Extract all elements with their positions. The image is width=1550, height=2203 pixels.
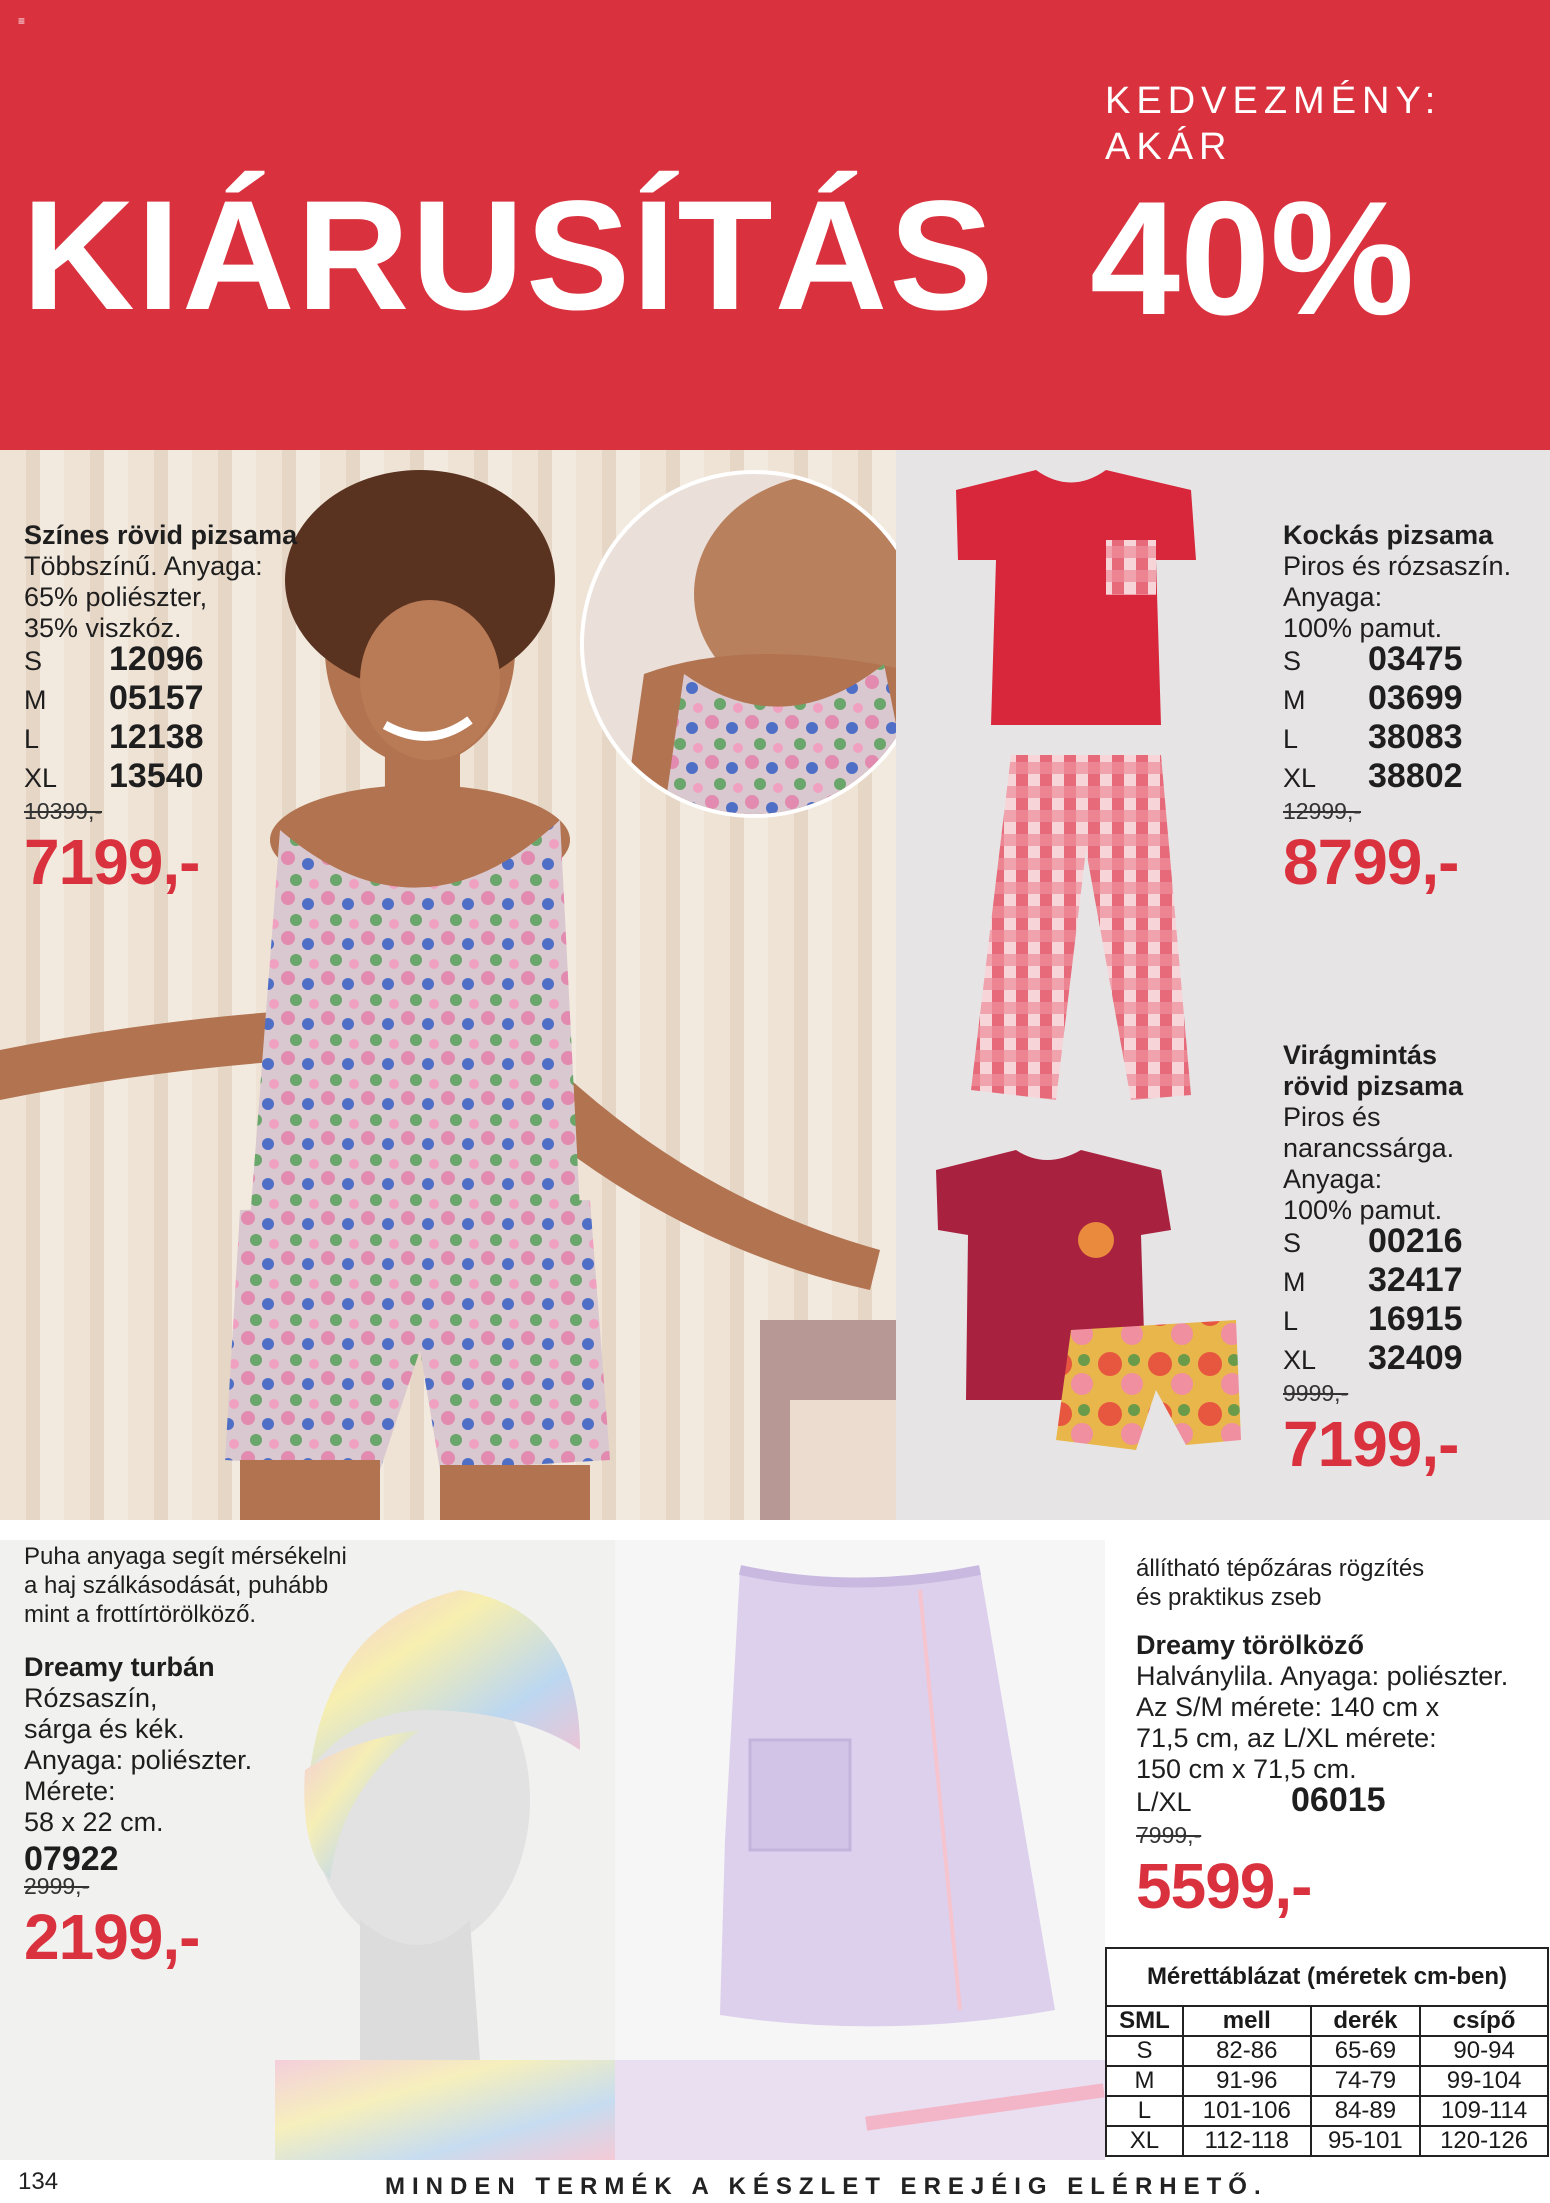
- sale-headline: KIÁRUSÍTÁS: [22, 169, 996, 343]
- product-code: 12138: [109, 718, 204, 756]
- sale-price: 8799,-: [1283, 826, 1459, 898]
- product-desc-line: 150 cm x 71,5 cm.: [1136, 1754, 1357, 1784]
- product-desc-line: Anyaga: poliészter.: [24, 1745, 253, 1775]
- table-cell: S: [1106, 2036, 1183, 2066]
- size-label: S: [1283, 1228, 1302, 1258]
- table-cell: 95-101: [1311, 2126, 1421, 2156]
- table-cell: 109-114: [1420, 2096, 1548, 2126]
- size-row: [24, 757, 297, 800]
- sale-banner: [0, 0, 1550, 450]
- turban-intro: [24, 1542, 347, 1629]
- pajama-illustrations: [896, 450, 1296, 1520]
- product-title: Kockás pizsama: [1283, 520, 1494, 550]
- product-code: 03475: [1368, 640, 1463, 678]
- sale-price: 2199,-: [24, 1901, 200, 1973]
- sale-price: 7199,-: [1283, 1408, 1459, 1480]
- size-label: L: [1283, 1306, 1299, 1336]
- product-desc-line: 65% poliészter,: [24, 582, 208, 612]
- size-chart-table: [1105, 1947, 1549, 2157]
- column-header: csípő: [1420, 2006, 1548, 2036]
- table-cell: 84-89: [1311, 2096, 1421, 2126]
- product-desc-line: 71,5 cm, az L/XL mérete:: [1136, 1723, 1437, 1753]
- size-row: [1136, 1781, 1508, 1824]
- size-row: [1283, 1222, 1463, 1265]
- column-header: derék: [1311, 2006, 1421, 2036]
- product-code: 38083: [1368, 718, 1463, 756]
- product-desc-line: Mérete:: [24, 1776, 116, 1806]
- product-code: 32417: [1368, 1261, 1463, 1299]
- availability-note: MINDEN TERMÉK A KÉSZLET EREJÉIG ELÉRHETŐ.: [385, 2173, 1268, 2200]
- table-cell: 101-106: [1183, 2096, 1311, 2126]
- size-row: [1283, 1300, 1463, 1343]
- table-header-row: [1106, 2006, 1548, 2036]
- towel-wrap-photo: [615, 1540, 1105, 2160]
- old-price: 7999,-: [1136, 1822, 1202, 1848]
- size-row: [1283, 757, 1511, 800]
- product-desc-line: 35% viszkóz.: [24, 613, 182, 643]
- table-cell: 82-86: [1183, 2036, 1311, 2066]
- product-desc-line: Piros és: [1283, 1102, 1381, 1132]
- size-row: [1283, 1261, 1463, 1304]
- size-row: [24, 679, 297, 722]
- size-label: M: [1283, 1267, 1306, 1297]
- turban-photo: [0, 1540, 615, 2160]
- intro-line: mint a frottírtörölköző.: [24, 1601, 257, 1628]
- table-row: [1106, 2096, 1548, 2126]
- size-label: M: [1283, 685, 1306, 715]
- colorful-pajama-info: [24, 520, 297, 897]
- size-row: [24, 718, 297, 761]
- size-row: [1283, 718, 1511, 761]
- discount-label-upto: AKÁR: [1105, 126, 1233, 168]
- product-desc-line: 58 x 22 cm.: [24, 1807, 164, 1837]
- table-cell: L: [1106, 2096, 1183, 2126]
- towel-intro: [1136, 1554, 1424, 1612]
- product-title: Színes rövid pizsama: [24, 520, 298, 550]
- product-desc-line: Anyaga:: [1283, 1164, 1383, 1194]
- table-row: [1106, 2036, 1548, 2066]
- product-code: 13540: [109, 757, 204, 795]
- table-cell: 91-96: [1183, 2066, 1311, 2096]
- size-label: XL: [24, 763, 58, 793]
- size-label: S: [24, 646, 43, 676]
- size-row: [24, 640, 297, 683]
- table-row: [1106, 2126, 1548, 2156]
- table-cell: 99-104: [1420, 2066, 1548, 2096]
- old-price: 10399,-: [24, 798, 103, 824]
- page-number: 134: [18, 2168, 59, 2195]
- towel-illustration: [615, 1540, 1105, 2160]
- table-cell: 120-126: [1420, 2126, 1548, 2156]
- product-code: 32409: [1368, 1339, 1463, 1377]
- table-title-row: [1106, 1948, 1548, 2006]
- product-desc-line: 100% pamut.: [1283, 1195, 1443, 1225]
- product-code: 05157: [109, 679, 204, 717]
- discount-value: 40%: [1090, 168, 1415, 349]
- size-label: L: [1283, 724, 1299, 754]
- product-desc-line: 100% pamut.: [1283, 613, 1443, 643]
- menu-mark: ≡: [18, 14, 26, 28]
- product-code: 00216: [1368, 1222, 1463, 1260]
- product-code: 12096: [109, 640, 204, 678]
- towel-info: [1136, 1630, 1508, 1921]
- shoulder-illustration: [584, 474, 896, 814]
- table-cell: XL: [1106, 2126, 1183, 2156]
- sale-price: 5599,-: [1136, 1850, 1312, 1922]
- product-title: rövid pizsama: [1283, 1071, 1464, 1101]
- floral-pajama-info: [1283, 1040, 1463, 1479]
- size-label: XL: [1283, 1345, 1317, 1375]
- product-title: Dreamy turbán: [24, 1652, 215, 1682]
- turban-info: [24, 1652, 252, 1972]
- product-desc-line: sárga és kék.: [24, 1714, 185, 1744]
- product-desc-line: Halványlila. Anyaga: poliészter.: [1136, 1661, 1509, 1691]
- product-title: Dreamy törölköző: [1136, 1630, 1365, 1660]
- size-label: L: [24, 724, 40, 754]
- table-title: Mérettáblázat (méretek cm-ben): [1106, 1948, 1548, 2006]
- product-code: 06015: [1291, 1781, 1386, 1819]
- product-code: 07922: [24, 1840, 119, 1878]
- sale-price: 7199,-: [24, 826, 200, 898]
- table-cell: 112-118: [1183, 2126, 1311, 2156]
- product-desc-line: Többszínű. Anyaga:: [24, 551, 263, 581]
- size-label: L/XL: [1136, 1787, 1192, 1817]
- product-code: 38802: [1368, 757, 1463, 795]
- column-header: SML: [1106, 2006, 1183, 2036]
- table-cell: 74-79: [1311, 2066, 1421, 2096]
- intro-line: a haj szálkásodását, puhább: [24, 1572, 329, 1599]
- old-price: 12999,-: [1283, 798, 1362, 824]
- table-cell: 65-69: [1311, 2036, 1421, 2066]
- product-code: 03699: [1368, 679, 1463, 717]
- size-label: XL: [1283, 763, 1317, 793]
- column-header: mell: [1183, 2006, 1311, 2036]
- pajama-products-panel: [896, 450, 1550, 1520]
- size-row: [1283, 679, 1511, 722]
- table-row: [1106, 2066, 1548, 2096]
- product-desc-line: Anyaga:: [1283, 582, 1383, 612]
- product-desc-line: Rózsaszín,: [24, 1683, 158, 1713]
- product-title: Virágmintás: [1283, 1040, 1438, 1070]
- checked-pajama-info: [1283, 520, 1511, 897]
- size-row: [1283, 1339, 1463, 1382]
- intro-line: állítható tépőzáras rögzítés: [1136, 1555, 1425, 1582]
- product-desc-line: Piros és rózsaszín.: [1283, 551, 1512, 581]
- product-desc-line: narancssárga.: [1283, 1133, 1455, 1163]
- old-price: 9999,-: [1283, 1380, 1349, 1406]
- product-code: 16915: [1368, 1300, 1463, 1338]
- size-row: [1283, 640, 1511, 683]
- product-desc-line: Az S/M mérete: 140 cm x: [1136, 1692, 1440, 1722]
- discount-label: KEDVEZMÉNY:: [1105, 80, 1442, 122]
- size-label: M: [24, 685, 47, 715]
- old-price: 2999,-: [24, 1873, 90, 1899]
- table-cell: M: [1106, 2066, 1183, 2096]
- size-label: S: [1283, 646, 1302, 676]
- intro-line: és praktikus zseb: [1136, 1584, 1322, 1611]
- table-cell: 90-94: [1420, 2036, 1548, 2066]
- woman-photo: [0, 450, 896, 1520]
- intro-line: Puha anyaga segít mérsékelni: [24, 1543, 347, 1570]
